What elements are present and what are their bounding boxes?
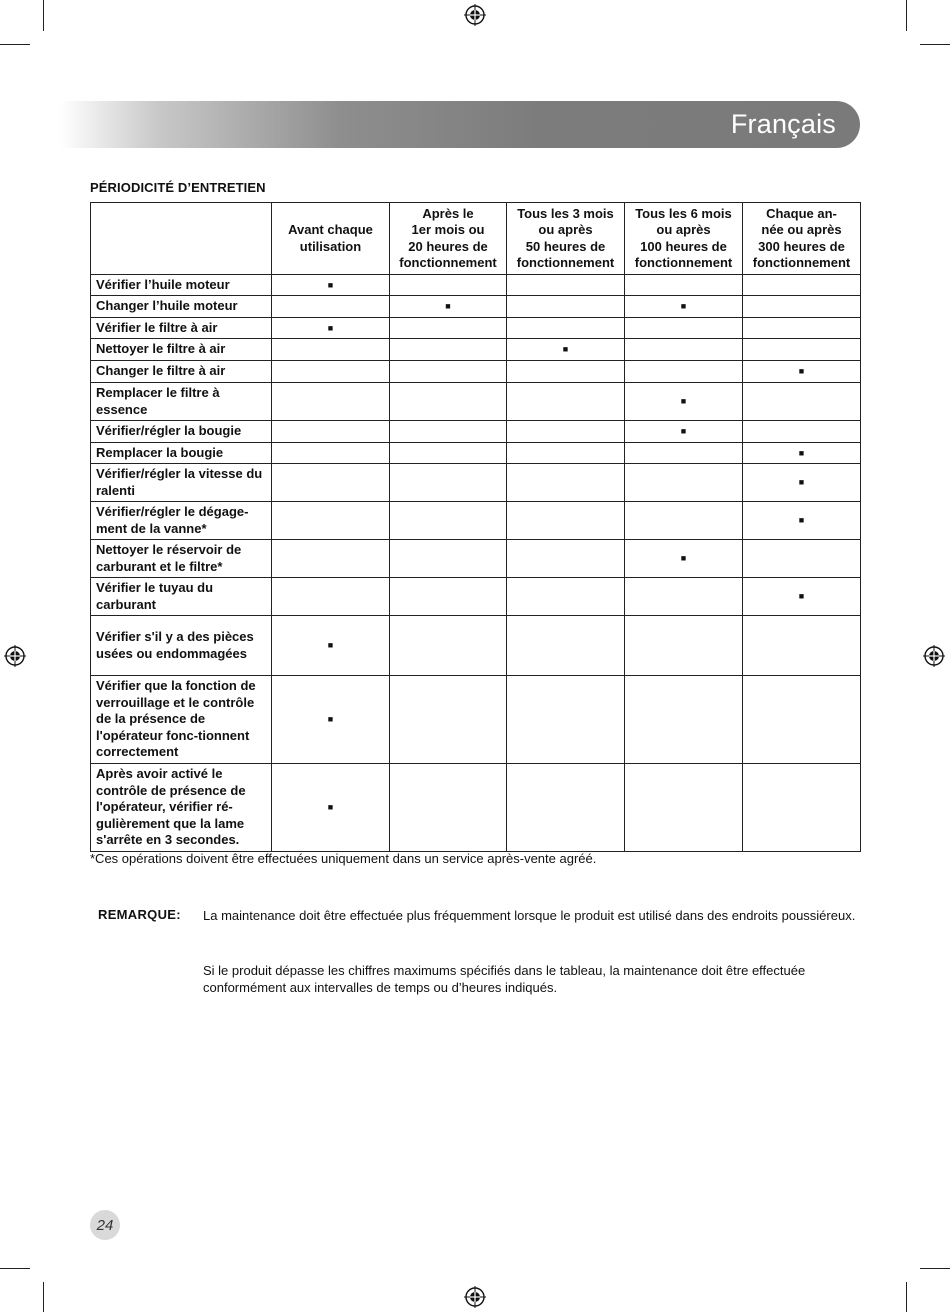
- schedule-mark-icon: ■: [680, 553, 687, 564]
- schedule-cell: [743, 502, 861, 540]
- schedule-cell: [625, 361, 743, 383]
- schedule-cell: [625, 443, 743, 464]
- schedule-cell: [743, 339, 861, 361]
- schedule-cell: [390, 383, 507, 421]
- table-header-row: [91, 203, 861, 275]
- column-header-line: fonctionnement: [634, 255, 733, 270]
- schedule-mark-icon: ■: [680, 396, 687, 407]
- column-header: [390, 203, 507, 275]
- page-number: 24: [90, 1210, 120, 1240]
- column-header-line: fonctionnement: [752, 255, 851, 270]
- schedule-cell: [625, 676, 743, 764]
- schedule-cell: [390, 339, 507, 361]
- schedule-cell: [625, 383, 743, 421]
- footnote: *Ces opérations doivent être effectuées uniquement dans un service après-vente agréé.: [90, 851, 597, 866]
- table-row: [91, 383, 861, 421]
- column-header-line: Après le: [422, 205, 474, 221]
- schedule-cell: [625, 502, 743, 540]
- schedule-cell: [390, 676, 507, 764]
- schedule-cell: [507, 296, 625, 318]
- column-header-line: fonctionnement: [399, 255, 497, 270]
- crop-mark: [906, 1282, 907, 1312]
- schedule-cell: [272, 443, 390, 464]
- schedule-cell: [743, 540, 861, 578]
- schedule-cell: [743, 296, 861, 318]
- task-label: Vérifier/régler la bougie: [91, 421, 272, 443]
- schedule-cell: [507, 361, 625, 383]
- column-header-line: Tous les 3 mois: [517, 205, 614, 221]
- schedule-cell: [625, 578, 743, 616]
- schedule-cell: [625, 296, 743, 318]
- table-row: [91, 764, 861, 852]
- schedule-mark-icon: ■: [562, 344, 569, 355]
- header-cell-empty: [91, 203, 272, 275]
- crop-mark: [906, 0, 907, 31]
- schedule-cell: [625, 421, 743, 443]
- schedule-cell: [507, 443, 625, 464]
- table-row: [91, 616, 861, 676]
- column-header-line: née ou après: [761, 222, 842, 237]
- schedule-cell: [272, 318, 390, 339]
- schedule-cell: [272, 578, 390, 616]
- column-header-line: 50 heures de: [525, 238, 606, 254]
- schedule-mark-icon: ■: [798, 447, 805, 458]
- task-label: Vérifier le tuyau du carburant: [91, 578, 272, 616]
- table-row: [91, 275, 861, 296]
- task-label: Vérifier que la fonction de verrouillage et le contrôle de la présence de l'opérateur fonc-tionnent correctement: [91, 676, 272, 764]
- table-row: [91, 361, 861, 383]
- schedule-cell: [507, 676, 625, 764]
- column-header-line: Tous les 6 mois: [635, 205, 732, 221]
- schedule-cell: [743, 464, 861, 502]
- column-header-line: 300 heures de: [758, 238, 845, 254]
- column-header-line: Avant chaque: [288, 222, 373, 237]
- table-row: [91, 339, 861, 361]
- schedule-mark-icon: ■: [327, 279, 334, 290]
- table-body: [91, 275, 861, 852]
- column-header-line: ou après: [656, 222, 711, 237]
- column-header-line: fonctionnement: [516, 255, 615, 270]
- task-label: Remplacer la bougie: [91, 443, 272, 464]
- schedule-cell: [743, 318, 861, 339]
- crop-mark: [43, 1282, 44, 1312]
- task-label: Vérifier le filtre à air: [91, 318, 272, 339]
- table-row: [91, 578, 861, 616]
- schedule-mark-icon: ■: [798, 591, 805, 602]
- schedule-cell: [743, 421, 861, 443]
- crop-mark: [0, 1268, 30, 1269]
- task-label: Nettoyer le réservoir de carburant et le filtre*: [91, 540, 272, 578]
- schedule-cell: [507, 616, 625, 676]
- task-label: Remplacer le filtre à essence: [91, 383, 272, 421]
- schedule-cell: [272, 540, 390, 578]
- schedule-cell: [625, 318, 743, 339]
- schedule-cell: [507, 540, 625, 578]
- table-row: [91, 421, 861, 443]
- table-row: [91, 540, 861, 578]
- schedule-cell: [743, 361, 861, 383]
- table-row: [91, 296, 861, 318]
- task-label: Vérifier l’huile moteur: [91, 275, 272, 296]
- column-header-line: utilisation: [299, 238, 362, 254]
- crop-mark: [920, 1268, 950, 1269]
- schedule-cell: [743, 383, 861, 421]
- task-label: Vérifier/régler le dégage-ment de la vanne*: [91, 502, 272, 540]
- registration-mark-icon: [4, 645, 26, 667]
- schedule-cell: [390, 578, 507, 616]
- schedule-cell: [507, 383, 625, 421]
- task-label: Après avoir activé le contrôle de présence de l'opérateur, vérifier ré-gulièrement que la lame s'arrête en 3 secondes.: [91, 764, 272, 852]
- task-label: Vérifier/régler la vitesse du ralenti: [91, 464, 272, 502]
- column-header: [743, 203, 861, 275]
- remark-paragraph: La maintenance doit être effectuée plus fréquemment lorsque le produit est utilisé dans des endroits poussiéreux.: [203, 908, 856, 923]
- schedule-mark-icon: ■: [445, 301, 451, 312]
- column-header-line: 20 heures de: [408, 238, 488, 254]
- remark-paragraph: Si le produit dépasse les chiffres maximums spécifiés dans le tableau, la maintenance doit être effectuée conformément aux intervalles de temps ou d’heures indiqués.: [203, 963, 806, 995]
- schedule-mark-icon: ■: [798, 477, 805, 488]
- schedule-cell: [272, 383, 390, 421]
- schedule-cell: [390, 361, 507, 383]
- schedule-cell: [390, 421, 507, 443]
- schedule-cell: [390, 318, 507, 339]
- schedule-cell: [272, 464, 390, 502]
- schedule-cell: [507, 421, 625, 443]
- schedule-cell: [272, 296, 390, 318]
- schedule-cell: [507, 318, 625, 339]
- language-header-band: [60, 101, 860, 148]
- schedule-cell: [507, 464, 625, 502]
- crop-mark: [43, 0, 44, 31]
- schedule-mark-icon: ■: [327, 640, 334, 651]
- registration-mark-icon: [464, 4, 486, 26]
- task-label: Changer l’huile moteur: [91, 296, 272, 318]
- schedule-mark-icon: ■: [680, 426, 687, 437]
- schedule-cell: [507, 275, 625, 296]
- schedule-mark-icon: ■: [798, 366, 805, 377]
- schedule-cell: [743, 275, 861, 296]
- task-label: Changer le filtre à air: [91, 361, 272, 383]
- schedule-cell: [390, 764, 507, 852]
- table-row: [91, 318, 861, 339]
- schedule-cell: [743, 443, 861, 464]
- schedule-mark-icon: ■: [680, 301, 687, 312]
- column-header-line: ou après: [538, 222, 593, 237]
- schedule-mark-icon: ■: [327, 322, 334, 333]
- schedule-cell: [743, 676, 861, 764]
- schedule-cell: [625, 464, 743, 502]
- schedule-cell: [390, 443, 507, 464]
- crop-mark: [0, 44, 30, 45]
- table-row: [91, 464, 861, 502]
- task-label: Vérifier s'il y a des pièces usées ou endommagées: [91, 616, 272, 676]
- schedule-cell: [390, 296, 507, 318]
- schedule-cell: [625, 764, 743, 852]
- schedule-cell: [272, 339, 390, 361]
- table-row: [91, 443, 861, 464]
- column-header: [272, 203, 390, 275]
- crop-mark: [920, 44, 950, 45]
- schedule-cell: [390, 616, 507, 676]
- remark-label: REMARQUE:: [98, 907, 181, 922]
- column-header-line: 100 heures de: [640, 238, 727, 254]
- column-header-line: Chaque an-: [766, 205, 837, 221]
- schedule-cell: [625, 540, 743, 578]
- schedule-cell: [743, 764, 861, 852]
- schedule-cell: [272, 764, 390, 852]
- schedule-cell: [272, 616, 390, 676]
- schedule-mark-icon: ■: [798, 515, 805, 526]
- schedule-cell: [507, 339, 625, 361]
- registration-mark-icon: [464, 1286, 486, 1308]
- task-label: Nettoyer le filtre à air: [91, 339, 272, 361]
- schedule-cell: [507, 502, 625, 540]
- column-header-line: 1er mois ou: [411, 222, 485, 237]
- schedule-cell: [743, 616, 861, 676]
- section-title: PÉRIODICITÉ D’ENTRETIEN: [90, 180, 266, 195]
- schedule-cell: [625, 275, 743, 296]
- schedule-cell: [507, 764, 625, 852]
- schedule-cell: [390, 540, 507, 578]
- schedule-cell: [507, 578, 625, 616]
- schedule-cell: [272, 676, 390, 764]
- schedule-cell: [272, 421, 390, 443]
- column-header: [625, 203, 743, 275]
- schedule-cell: [390, 275, 507, 296]
- schedule-mark-icon: ■: [327, 802, 334, 813]
- schedule-cell: [272, 502, 390, 540]
- registration-mark-icon: [923, 645, 945, 667]
- schedule-cell: [272, 275, 390, 296]
- schedule-cell: [390, 502, 507, 540]
- schedule-cell: [272, 361, 390, 383]
- table-row: [91, 676, 861, 764]
- schedule-cell: [625, 616, 743, 676]
- column-header: [507, 203, 625, 275]
- schedule-cell: [390, 464, 507, 502]
- schedule-cell: [625, 339, 743, 361]
- language-label: Français: [730, 109, 836, 139]
- schedule-cell: [743, 578, 861, 616]
- maintenance-schedule-table: [90, 202, 861, 852]
- table-row: [91, 502, 861, 540]
- schedule-mark-icon: ■: [327, 714, 334, 725]
